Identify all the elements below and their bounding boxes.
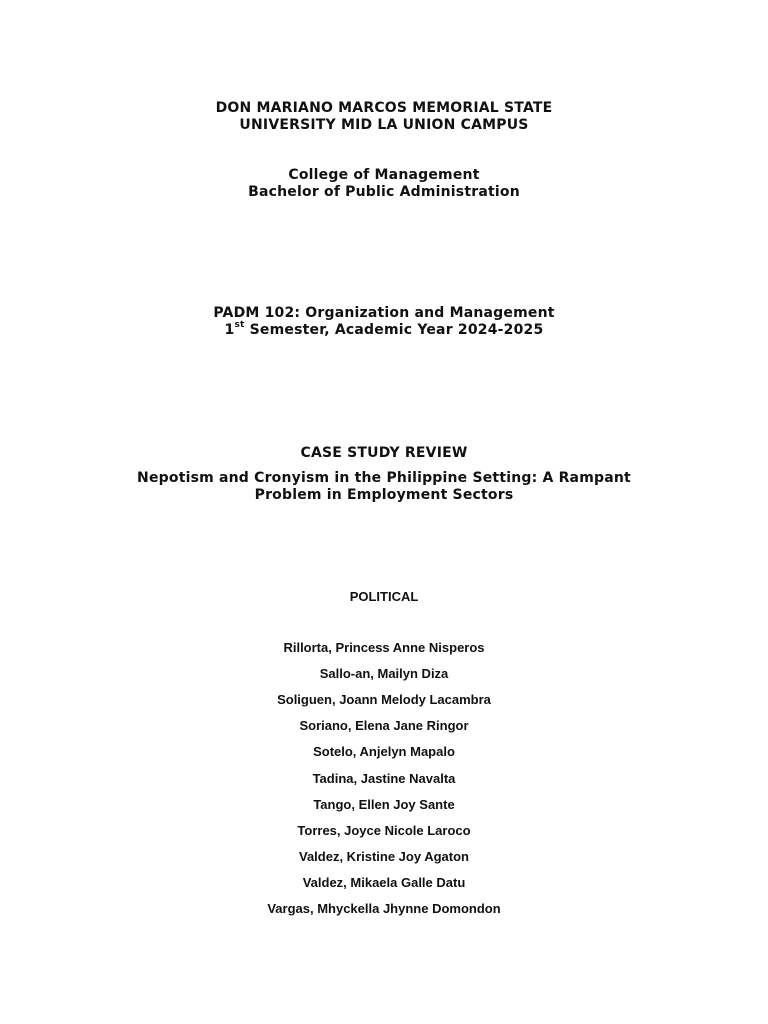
- university-line-1: DON MARIANO MARCOS MEMORIAL STATE: [215, 100, 553, 116]
- member-name: Torres, Joyce Nicole Laroco: [297, 822, 471, 838]
- study-title: [0, 470, 768, 504]
- group-label: POLITICAL: [349, 589, 419, 604]
- course-title: PADM 102: Organization and Management: [213, 305, 555, 321]
- university-line-2: UNIVERSITY MID LA UNION CAMPUS: [239, 117, 529, 133]
- member-name: Tadina, Jastine Navalta: [312, 770, 456, 786]
- member-name: Valdez, Kristine Joy Agaton: [298, 848, 469, 864]
- member-name: Soriano, Elena Jane Ringor: [299, 718, 469, 734]
- member-name: Sotelo, Anjelyn Mapalo: [313, 744, 455, 760]
- semester-number: 1: [224, 322, 235, 338]
- college-name: College of Management: [288, 167, 480, 183]
- member-name: Valdez, Mikaela Galle Datu: [302, 874, 466, 890]
- semester-line: [0, 322, 768, 339]
- member-name: Rillorta, Princess Anne Nisperos: [283, 640, 485, 655]
- study-heading: CASE STUDY REVIEW: [300, 445, 468, 461]
- course-info: [0, 305, 768, 339]
- semester-ordinal: st: [234, 320, 245, 331]
- study-title-line-2: Problem in Employment Sectors: [254, 487, 514, 503]
- program-name: Bachelor of Public Administration: [248, 184, 520, 200]
- semester-rest: Semester, Academic Year 2024-2025: [244, 322, 544, 338]
- member-name: Soliguen, Joann Melody Lacambra: [277, 692, 491, 708]
- study-title-line-1: Nepotism and Cronyism in the Philippine Setting: A Rampant: [137, 470, 631, 486]
- member-name: Vargas, Mhyckella Jhynne Domondon: [267, 901, 501, 916]
- university-name: [0, 100, 768, 134]
- college-info: [0, 167, 768, 201]
- member-name: Sallo-an, Mailyn Diza: [319, 666, 449, 682]
- member-name: Tango, Ellen Joy Sante: [313, 796, 455, 812]
